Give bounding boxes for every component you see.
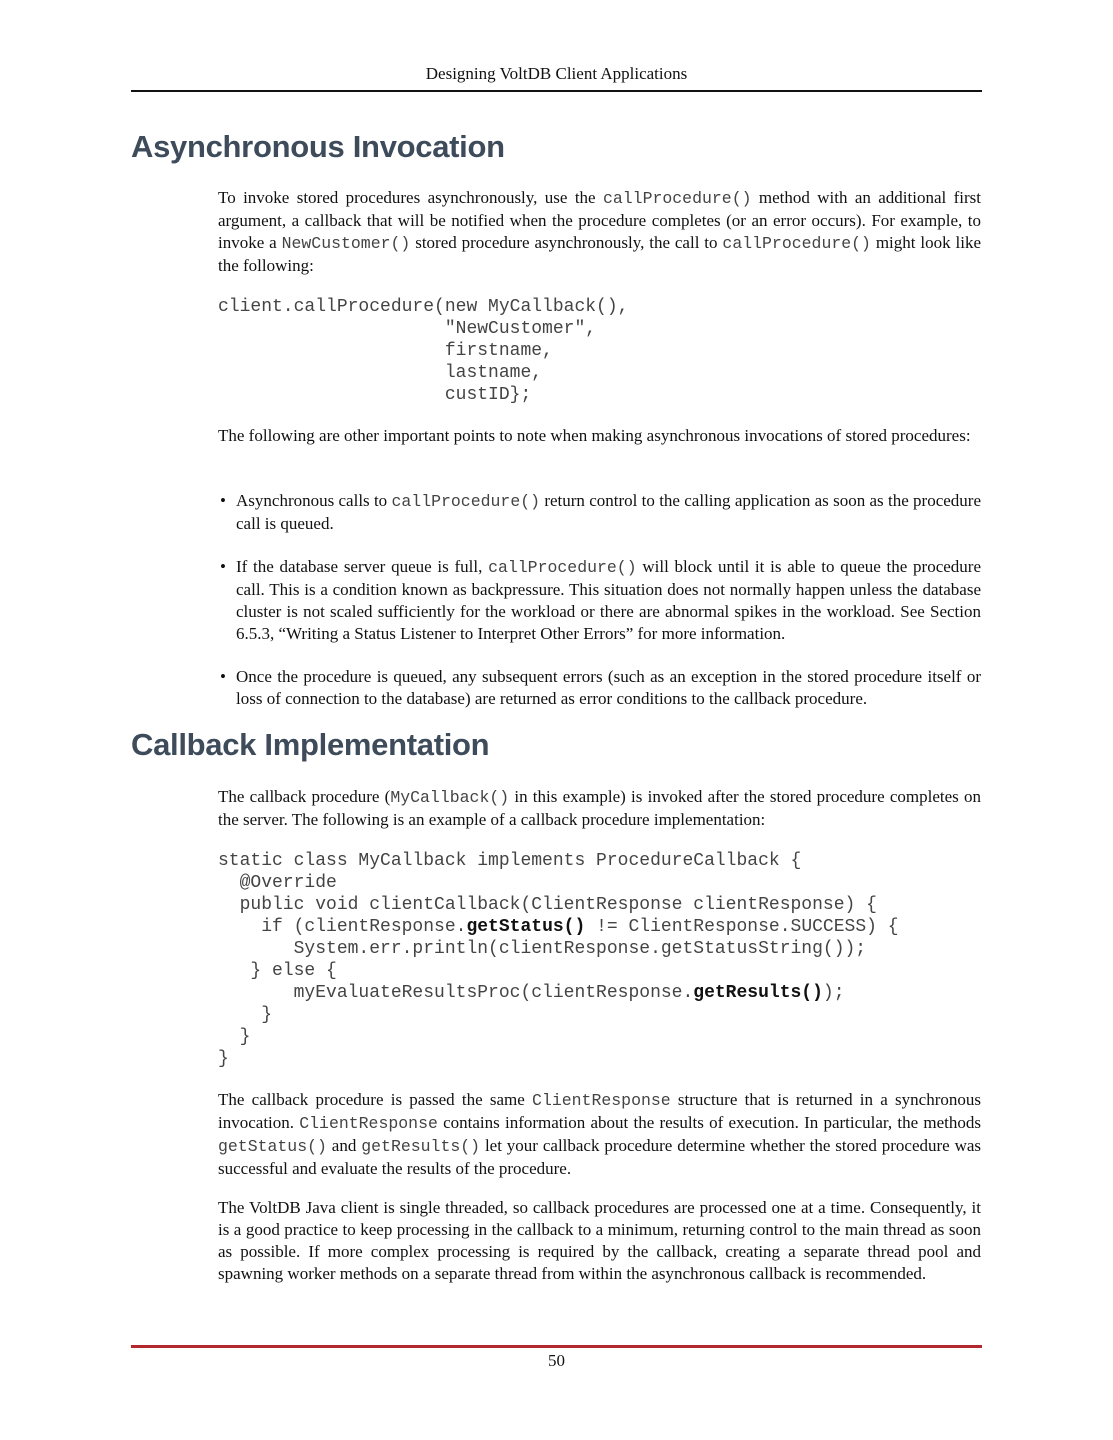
footer-rule	[131, 1345, 982, 1348]
async-points-list	[218, 490, 981, 731]
list-item: • Asynchronous calls to callProcedure() return control to the calling application as soon as the procedure call is queued.	[218, 490, 981, 535]
threading-paragraph: The VoltDB Java client is single threaded, so callback procedures are processed one at a time. Consequently, it is a good practice to keep processing in the callback to a minimum, returning control to the main thread as soon as possible. If more complex processing is required by the callback, creating a separate thread pool and spawning worker methods on a separate thread from within the asynchronous callback is recommended.	[218, 1198, 981, 1283]
running-header: Designing VoltDB Client Applications	[425, 64, 688, 83]
async-intro-paragraph: To invoke stored procedures asynchronously, use the callProcedure() method with an additional first argument, a callback that will be notified when the procedure completes (or an error occurs). For example, to invoke a NewCustomer() stored procedure asynchronously, the call to callProcedure() might look like the following:	[218, 188, 981, 275]
page-number: 50	[548, 1351, 565, 1370]
callback-intro-paragraph: The callback procedure (MyCallback() in this example) is invoked after the stored procedure completes on the server. The following is an example of a callback procedure implementation:	[218, 787, 981, 829]
section-heading-asynchronous-invocation: Asynchronous Invocation	[131, 129, 505, 164]
list-item: • Once the procedure is queued, any subsequent errors (such as an exception in the stored procedure itself or loss of connection to the database) are returned as error conditions to the callback procedure.	[218, 666, 981, 710]
async-code-example: client.callProcedure(new MyCallback(), "NewCustomer", firstname, lastname, custID};	[218, 297, 629, 405]
client-response-paragraph: The callback procedure is passed the same ClientResponse structure that is returned in a synchronous invocation. ClientResponse contains information about the results of execution. In particular, the methods getStatus() and getResults() let your callback procedure determine whether the stored procedure was successful and evaluate the results of the procedure.	[218, 1090, 982, 1178]
section-heading-callback-implementation: Callback Implementation	[131, 727, 490, 762]
header-rule	[131, 90, 982, 92]
list-item: • If the database server queue is full, callProcedure() will block until it is able to queue the procedure call. This is a condition known as backpressure. This situation does not normally happen unless the database cluster is not scaled sufficiently for the workload or there are abnormal spikes in the workload. See Section 6.5.3, “Writing a Status Listener to Interpret Other Errors” for more information.	[218, 556, 981, 645]
callback-code-example: static class MyCallback implements ProcedureCallback { @Override public void clientCallback(ClientResponse clientResponse) { if (clientResponse.getStatus() != ClientResponse.SUCCESS) { System.err.println(clientResponse.getStatusString()); } else { myEvaluateResultsProc(clientResponse.getResults()); } } }	[218, 851, 899, 1069]
points-intro-paragraph: The following are other important points to note when making asynchronous invocations of stored procedures:	[218, 426, 971, 445]
